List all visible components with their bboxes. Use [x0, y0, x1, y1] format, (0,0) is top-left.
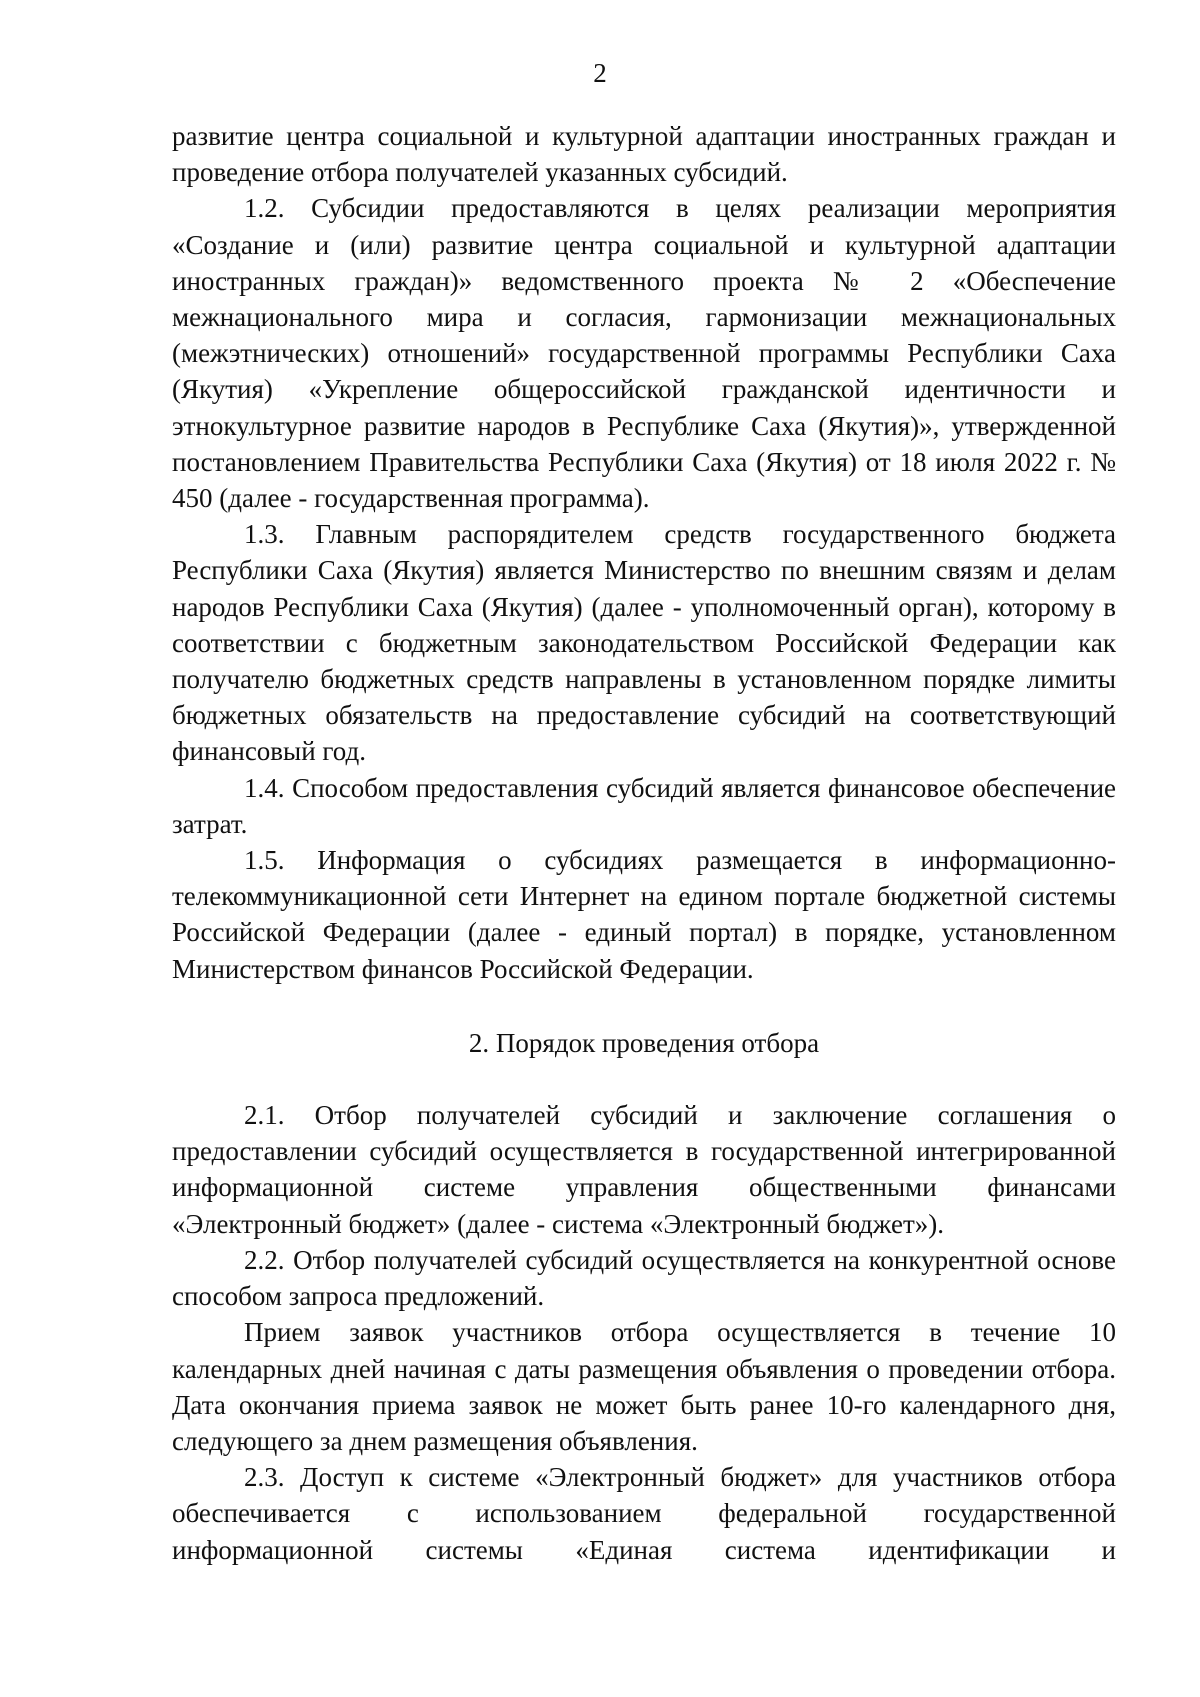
paragraph-2-3: 2.3. Доступ к системе «Электронный бюджет» для участников отбора обеспечивается с использованием федеральной государственной информационной системы «Единая система идентификации и [172, 1462, 1116, 1565]
paragraph-2-2-applications: Прием заявок участников отбора осуществляется в течение 10 календарных дней начиная с даты размещения объявления о проведении отбора. Дата окончания приема заявок не может быть ранее 10-го календарного дня, следующего за днем размещения объявления. [172, 1317, 1116, 1456]
paragraph-2-1: 2.1. Отбор получателей субсидий и заключение соглашения о предоставлении субсидий осуществляется в государственной интегрированной информационной системе управления общественными финансами «Электронный бюджет» (далее - система «Электронный бюджет»). [172, 1100, 1116, 1239]
paragraph-1-1-continuation: развитие центра социальной и культурной адаптации иностранных граждан и проведение отбора получателей указанных субсидий. [172, 121, 1116, 188]
paragraph-2-2: 2.2. Отбор получателей субсидий осуществляется на конкурентной основе способом запроса предложений. [172, 1244, 1116, 1312]
page-number: 2 [593, 58, 607, 88]
paragraph-1-5: 1.5. Информация о субсидиях размещается в информационно-телекоммуникационной сети Интернет на едином портале бюджетной системы Российской Федерации (далее - единый портал) в порядке, установленном Министерством финансов Российской Федерации. [172, 845, 1116, 984]
section-2-heading: 2. Порядок проведения отбора [468, 1027, 820, 1058]
paragraph-1-3: 1.3. Главным распорядителем средств государственного бюджета Республики Саха (Якутия) является Министерство по внешним связям и делам народов Республики Саха (Якутия) (далее - уполномоченный орган), которому в соответствии с бюджетным законодательством Российской Федерации как получателю бюджетных средств направлены в установленном порядке лимиты бюджетных обязательств на предоставление субсидий на соответствующий финансовый год. [172, 519, 1116, 767]
paragraph-1-2: 1.2. Субсидии предоставляются в целях реализации мероприятия «Создание и (или) развитие центра социальной и культурной адаптации иностранных граждан)» ведомственного проекта № 2 «Обеспечение межнационального мира и согласия, гармонизации межнациональных (межэтнических) отношений» государственной программы Республики Саха (Якутия) «Укрепление общероссийской гражданской идентичности и этнокультурное развитие народов в Республике Саха (Якутия)», утвержденной постановлением Правительства Республики Саха (Якутия) от 18 июля 2022 г. № 450 (далее - государственная программа). [172, 193, 1116, 514]
document-body [172, 118, 1116, 1568]
paragraph-1-4: 1.4. Способом предоставления субсидий является финансовое обеспечение затрат. [172, 772, 1116, 839]
